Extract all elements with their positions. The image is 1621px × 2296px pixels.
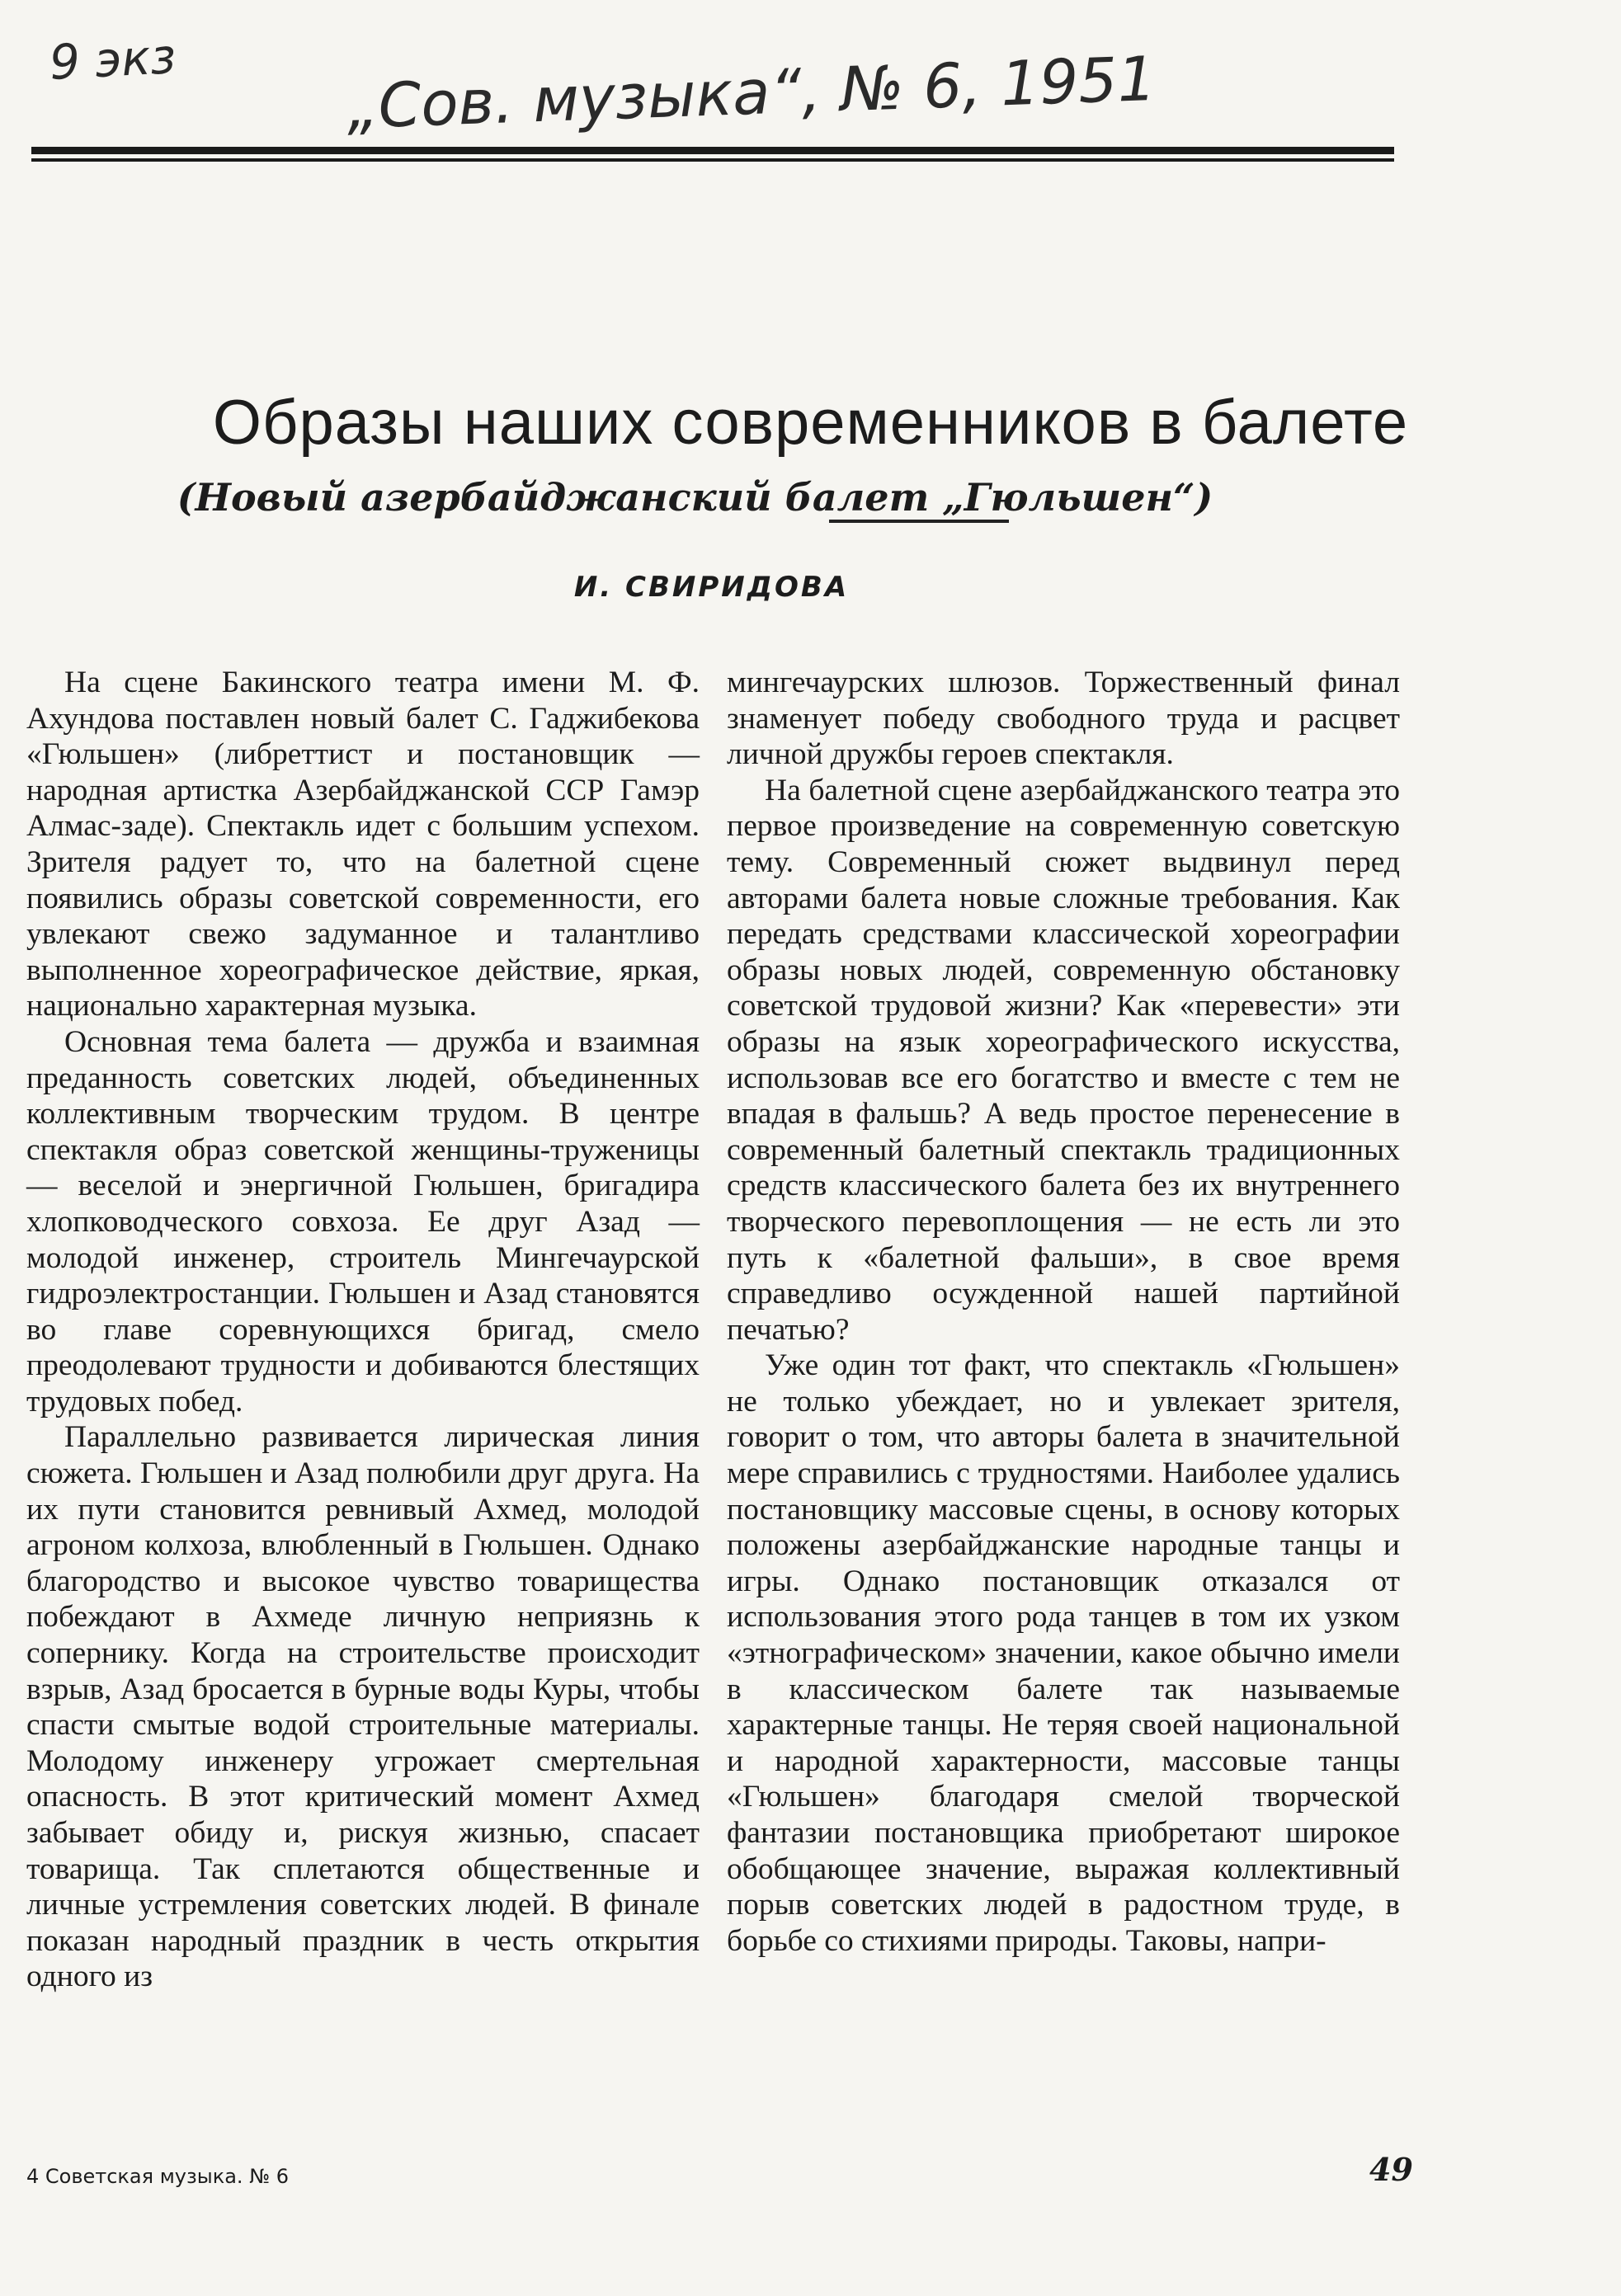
article-author: И. СВИРИДОВА: [573, 571, 850, 604]
handwritten-copies-note: 9 экз: [48, 28, 177, 91]
handwritten-source-note: „Сов. музыка“, № 6, 1951: [345, 43, 1157, 144]
header-rule-thick: [31, 147, 1394, 154]
handwritten-underline: [829, 520, 1009, 523]
text-column-right: [727, 665, 1400, 1959]
paragraph: Основная тема балета — дружба и взаимная преданность советских людей, объединенных коллективным творческим трудом. В центре спектакля образ советской женщины-труженицы — веселой и энергичной Гюльшен, бригадира хлопководческого совхоза. Ее друг Азад — молодой инженер, строитель Мингечаурской гидроэлектростанции. Гюльшен и Азад становятся во главе соревнующихся бригад, смело преодолевают трудности и добиваются блестящих трудовых побед.: [26, 1024, 700, 1419]
article-subtitle-text: (Новый азербайджанский балет „Гюльшен“): [177, 475, 1213, 520]
paragraph: Параллельно развивается лирическая линия сюжета. Гюльшен и Азад полюбили друг друга. На их пути становится ревнивый Ахмед, молодой агроном колхоза, влюбленный в Гюльшен. Однако благородство и высокое чувство товарищества побеждают в Ахмеде личную неприязнь к сопернику. Когда на строительстве происходит взрыв, Азад бросается в бурные воды Куры, чтобы спасти смытые водой строительные материалы. Молодому инженеру угрожает смертельная опасность. В этот критический момент Ахмед забывает обиду и, рискуя жизнью, спасает товарища. Так сплетаются общественные и личные устремления советских людей. В финале показан народный праздник в честь открытия одного из: [26, 1420, 700, 1994]
footer-signature: 4 Советская музыка. № 6: [26, 2165, 290, 2188]
paragraph: На сцене Бакинского театра имени М. Ф. Ахундова поставлен новый балет С. Гаджибекова «Гюльшен» (либреттист и постановщик — народная артистка Азербайджанской ССР Гамэр Алмас-заде). Спектакль идет с большим успехом. Зрителя радует то, что на балетной сцене появились образы советской современности, его увлекают свежо задуманное и талантливо выполненное хореографическое действие, яркая, национально характерная музыка.: [26, 666, 700, 1023]
paragraph: Уже один тот факт, что спектакль «Гюльшен» не только убеждает, но и увлекает зрителя, говорит о том, что авторы балета в значительной мере справились с трудностями. Наиболее удались постановщику массовые сцены, в основу которых положены азербайджанские народные танцы и игры. Однако постановщик отказался от использования этого рода танцев в том их узком «этнографическом» значении, какое обычно имели в классическом балете так называемые характерные танцы. Не теряя своей национальной и народной характерности, массовые танцы «Гюльшен» благодаря смелой творческой фантазии постановщика приобретают широкое обобщающее значение, выражая коллективный порыв советских людей в радостном труде, в борьбе со стихиями природы. Таковы, напри-: [727, 1348, 1400, 1958]
text-column-left: [26, 665, 700, 1995]
page-number: 49: [1369, 2151, 1413, 2188]
article-title: Образы наших современников в балете: [212, 388, 1409, 458]
header-rule-thin: [31, 158, 1394, 162]
article-subtitle: [0, 468, 1506, 526]
paragraph: мингечаурских шлюзов. Торжественный финал знаменует победу свободного труда и расцвет личной дружбы героев спектакля.: [727, 666, 1400, 772]
paragraph: На балетной сцене азербайджанского театра это первое произведение на современную советскую тему. Современный сюжет выдвинул перед авторами балета новые сложные требования. Как передать средствами классической хореографии образы новых людей, современную обстановку советской трудовой жизни? Как «перевести» эти образы на язык хореографического искусства, использовав все его богатство и вместе с тем не впадая в фальшь? А ведь простое перенесение в современный балетный спектакль традиционных средств классического балета без их внутреннего творческого перевоплощения — не есть ли это путь к «балетной фальши», в свое время справедливо осужденной нашей партийной печатью?: [727, 773, 1400, 1347]
